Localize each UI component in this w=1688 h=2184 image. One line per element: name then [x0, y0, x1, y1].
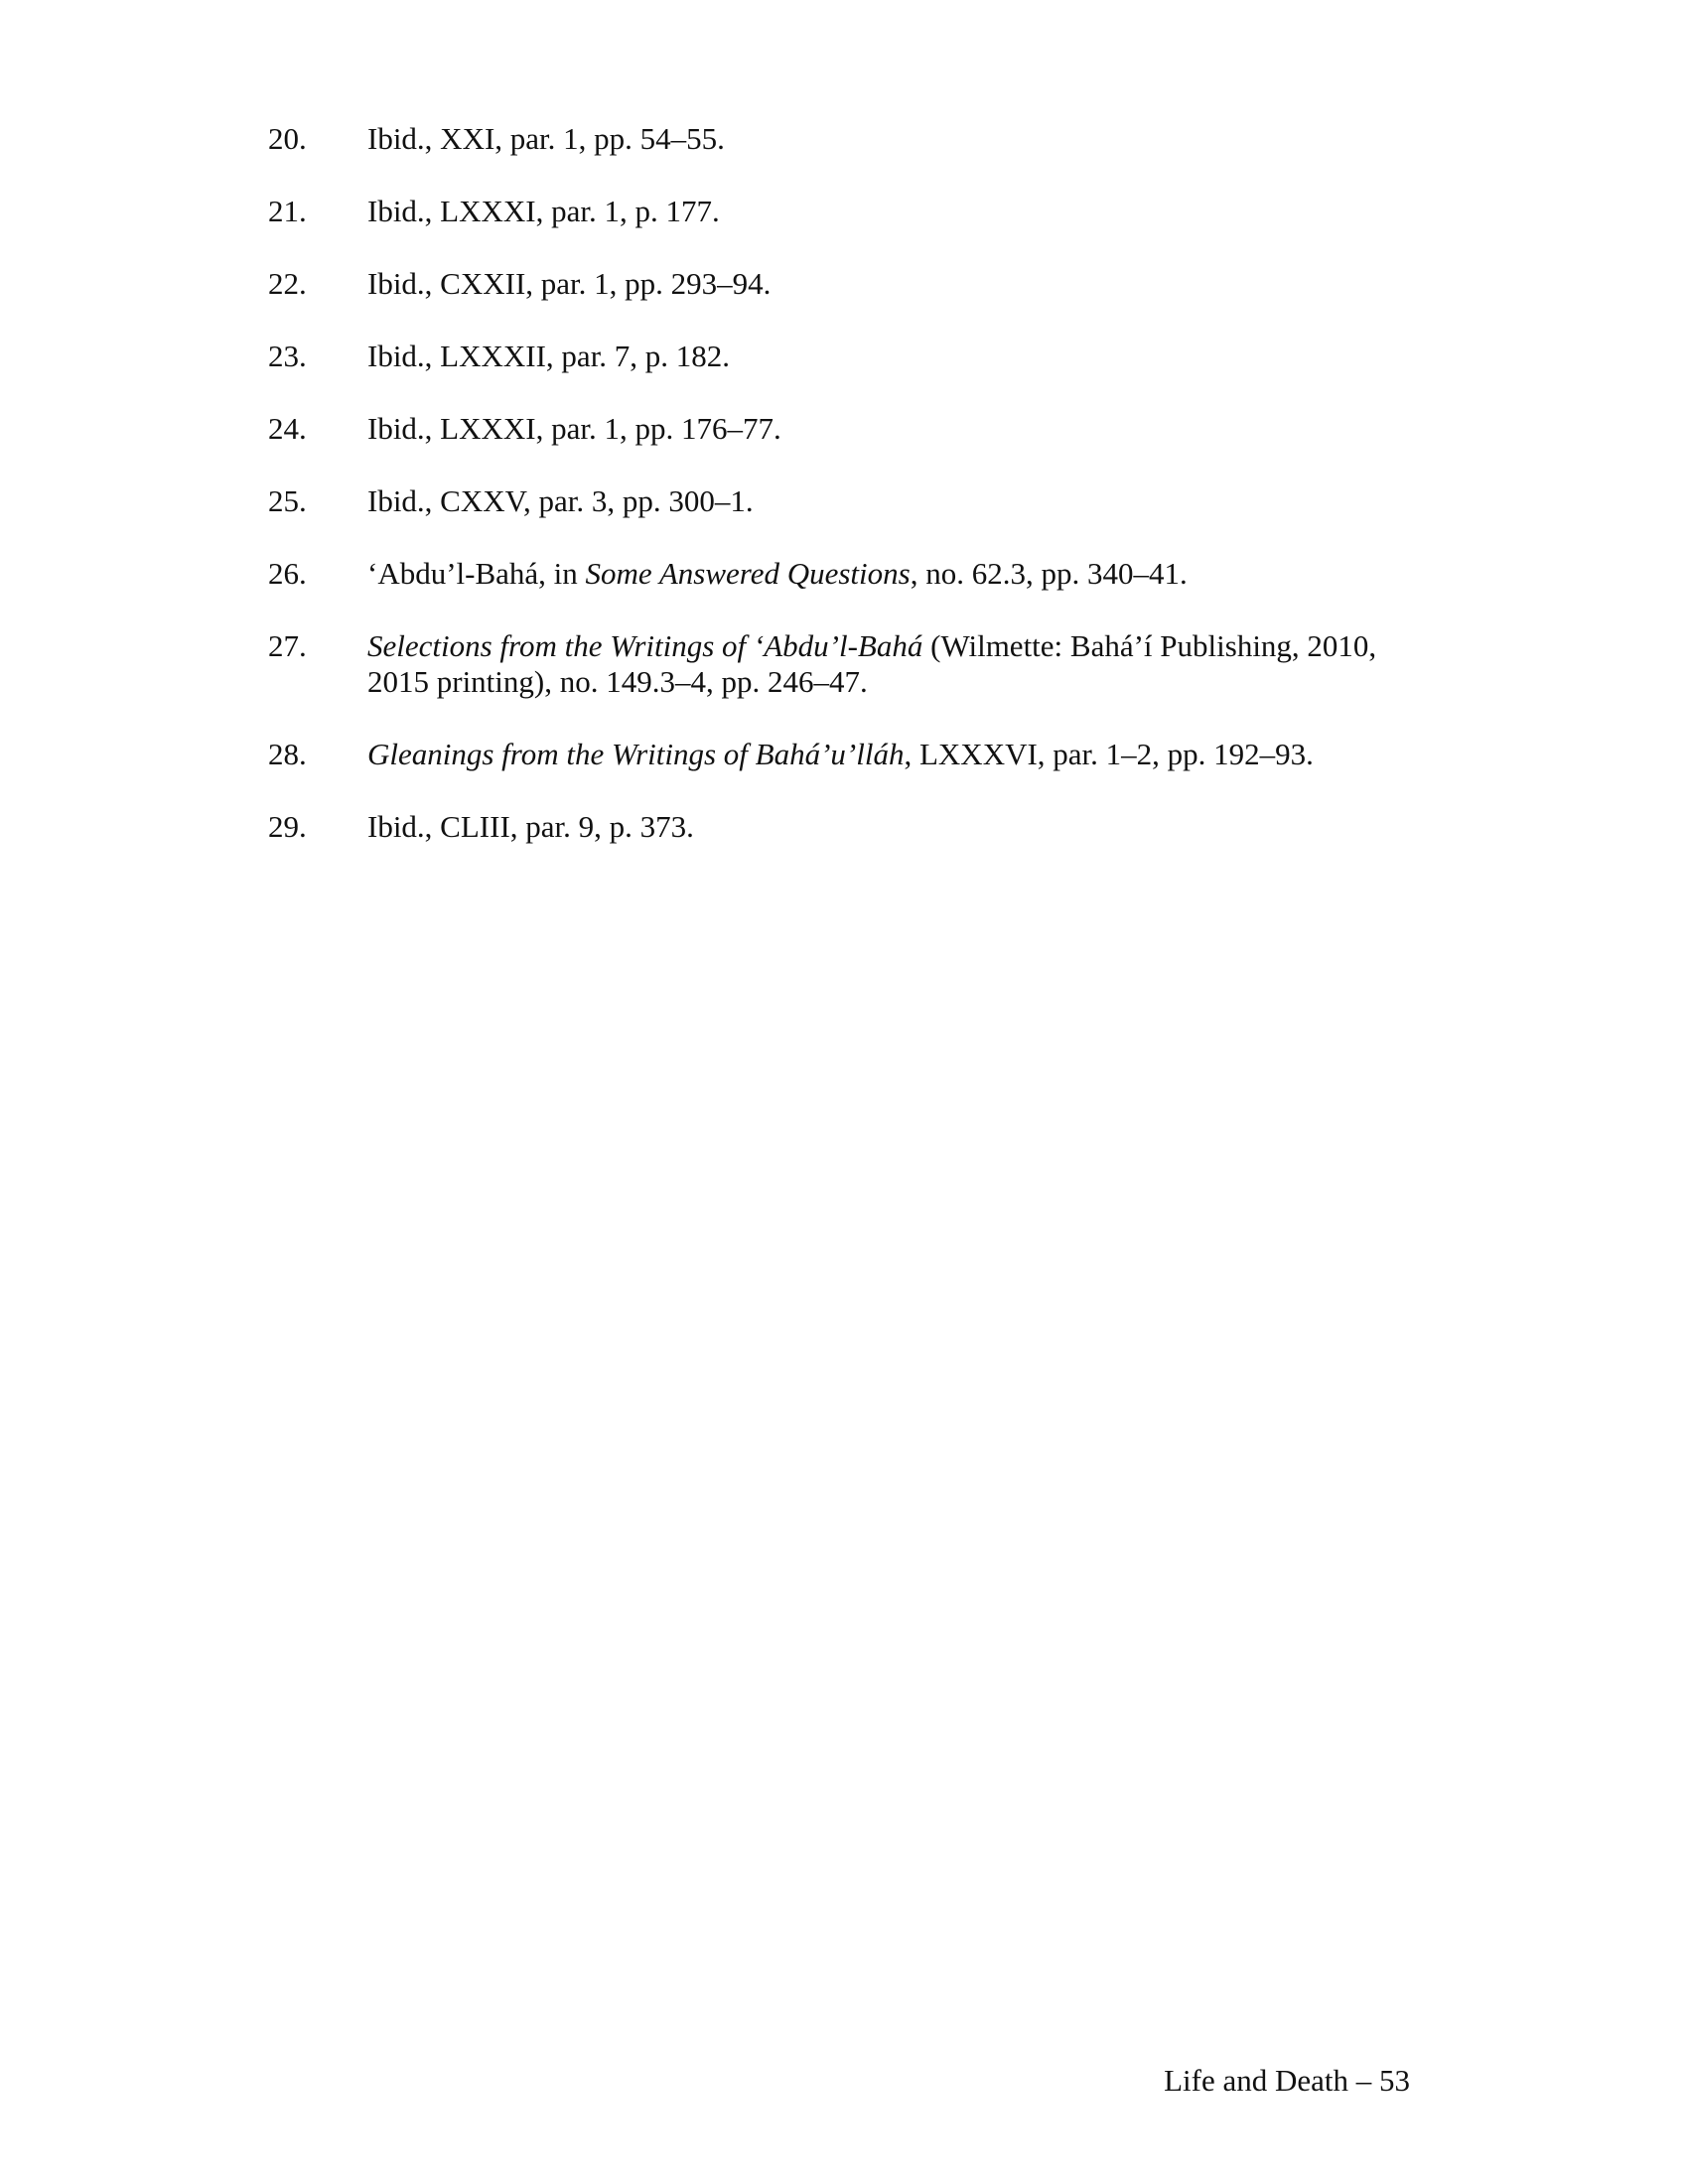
endnote: [268, 809, 1410, 845]
citation-text: Ibid., XXI, par. 1, pp. 54–55.: [367, 121, 725, 156]
endnote-number: 26.: [268, 556, 307, 591]
endnote: [268, 411, 1410, 447]
citation-text: , no. 62.3, pp. 340–41.: [910, 556, 1188, 591]
citation-text: , LXXXVI, par. 1–2, pp. 192–93.: [904, 737, 1314, 771]
citation-text: Ibid., CLIII, par. 9, p. 373.: [367, 809, 694, 844]
citation-text: Ibid., CXXV, par. 3, pp. 300–1.: [367, 483, 754, 518]
endnote-number: 20.: [268, 121, 307, 156]
endnote-number: 28.: [268, 737, 307, 771]
endnote-text: [367, 411, 1410, 447]
endnote-number: 27.: [268, 628, 307, 663]
endnote-number: 24.: [268, 411, 307, 446]
endnote-text: [367, 339, 1410, 374]
italic-title: Gleanings from the Writings of Bahá’u’lláh: [367, 737, 905, 771]
endnote: [268, 339, 1410, 374]
endnote: [268, 737, 1410, 772]
page-footer: Life and Death – 53: [1164, 2063, 1410, 2098]
endnote-text: [367, 121, 1410, 157]
citation-text: Ibid., LXXXII, par. 7, p. 182.: [367, 339, 731, 373]
endnote: [268, 628, 1410, 700]
endnote-text: [367, 556, 1410, 592]
endnote-text: [367, 483, 1410, 519]
citation-text: ‘Abdu’l-Bahá, in: [367, 556, 586, 591]
endnote: [268, 556, 1410, 592]
endnote-number: 22.: [268, 266, 307, 301]
citation-text: Ibid., LXXXI, par. 1, p. 177.: [367, 194, 720, 228]
endnote-text: [367, 737, 1410, 772]
citation-text: Ibid., CXXII, par. 1, pp. 293–94.: [367, 266, 772, 301]
citation-text: (Wilmette: Bahá’í Publishing, 2010, 2015 printing), no. 149.3–4, pp. 246–47.: [367, 628, 1377, 699]
endnote: [268, 194, 1410, 229]
endnote-text: [367, 194, 1410, 229]
citation-text: Ibid., LXXXI, par. 1, pp. 176–77.: [367, 411, 781, 446]
endnotes-list: [268, 121, 1410, 882]
endnote: [268, 266, 1410, 302]
endnote-number: 21.: [268, 194, 307, 228]
endnote: [268, 121, 1410, 157]
endnote-text: [367, 266, 1410, 302]
italic-title: Some Answered Questions: [585, 556, 911, 591]
endnote-number: 25.: [268, 483, 307, 518]
endnote-number: 23.: [268, 339, 307, 373]
endnote-number: 29.: [268, 809, 307, 844]
endnote: [268, 483, 1410, 519]
endnote-text: [367, 809, 1410, 845]
endnote-text: [367, 628, 1410, 700]
italic-title: Selections from the Writings of ‘Abdu’l-Bahá: [367, 628, 923, 663]
